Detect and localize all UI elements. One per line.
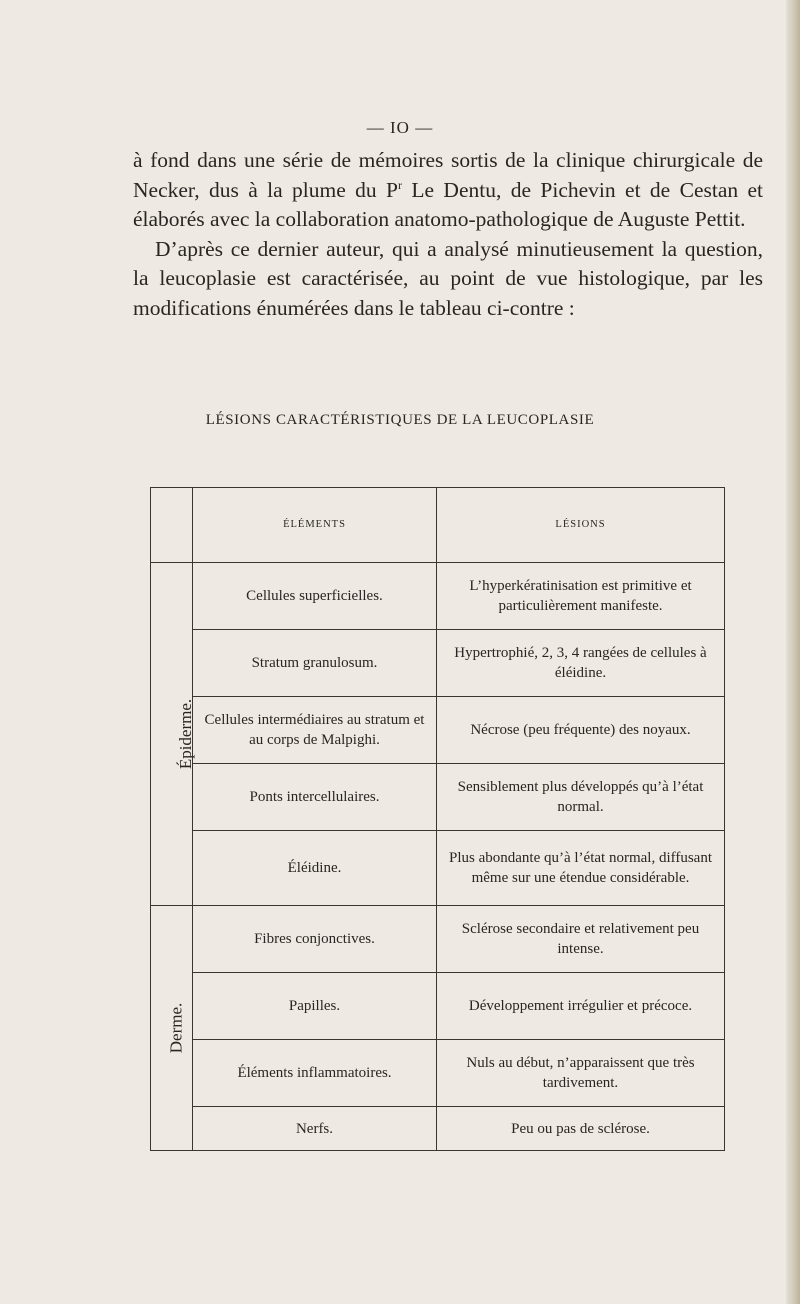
table-row [151,764,725,831]
lesion-cell: Sclérose secondaire et relativement peu intense. [437,906,725,973]
lesion-cell: Plus abondante qu’à l’état normal, diffusant même sur une étendue considérable. [437,831,725,906]
table-row [151,831,725,906]
element-cell: Ponts intercellulaires. [193,764,437,831]
lesion-cell: L’hyperkératinisation est primitive et particulièrement manifeste. [437,563,725,630]
group-cell-derme [151,906,193,1151]
superscript: r [398,177,402,192]
element-cell: Éléments inflammatoires. [193,1040,437,1107]
element-cell: Nerfs. [193,1107,437,1151]
group-cell-epiderme [151,563,196,906]
paragraph-1: à fond dans une série de mémoires sortis de la clinique chirurgicale de Necker, dus à la plume du $P^r$ Le Dentu, de Pichevin et de Cestan et élaborés avec la collaboration anatomo-pathologique de Auguste Pettit. [133,148,764,231]
body-text [133,146,763,323]
header-lesions: LÉSIONS [437,488,725,563]
element-cell: Éléidine. [193,831,437,906]
table-row [151,973,725,1040]
element-cell: Papilles. [193,973,437,1040]
lesion-cell: Sensiblement plus développés qu’à l’état normal. [437,764,725,831]
lesions-table [150,487,725,1151]
lesion-cell: Nuls au début, n’apparaissent que très tardivement. [437,1040,725,1107]
header-corner-cell [151,488,193,563]
lesion-cell: Nécrose (peu fréquente) des noyaux. [437,697,725,764]
page-edge [786,0,800,1304]
element-cell: Fibres conjonctives. [193,906,437,973]
element-cell: Cellules intermédiaires au stratum et au corps de Malpighi. [193,697,437,764]
element-cell: Stratum granulosum. [193,630,437,697]
element-cell: Cellules superficielles. [193,563,437,630]
page-number: — IO — [366,118,434,137]
group-label-epiderme: Épiderme. [176,698,196,769]
lesion-cell: Hypertrophié, 2, 3, 4 rangées de cellules à éléidine. [437,630,725,697]
paragraph-2: D’après ce dernier auteur, qui a analysé minutieusement la question, la leucoplasie est caractérisée, au point de vue histologique, par les modifications énumérées dans le tableau ci-contre : [133,236,763,320]
group-label-derme: Derme. [166,1002,186,1053]
table-header-row [151,488,725,563]
table-row [151,563,725,630]
table-title: LÉSIONS CARACTÉRISTIQUES DE LA LEUCOPLASIE [205,412,595,428]
table-row [151,1107,725,1151]
table-row [151,1040,725,1107]
table-row [151,630,725,697]
table-row [151,906,725,973]
lesion-cell: Développement irrégulier et précoce. [437,973,725,1040]
lesion-cell: Peu ou pas de sclérose. [437,1107,725,1151]
header-elements: ÉLÉMENTS [193,488,437,563]
table-row [151,697,725,764]
